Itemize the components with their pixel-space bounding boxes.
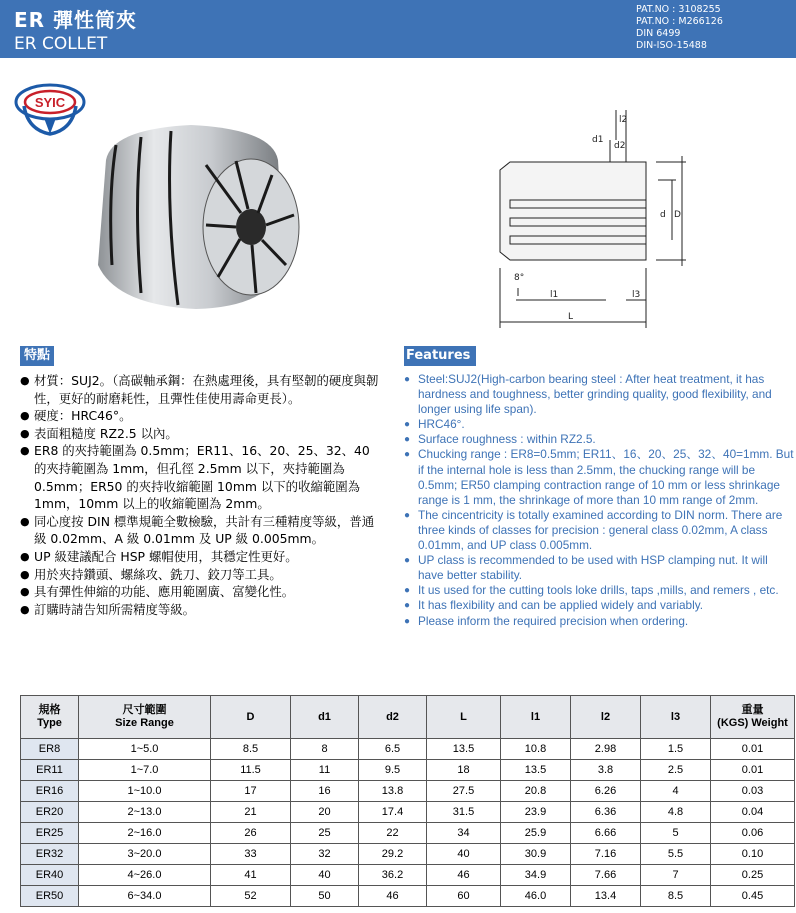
patent-line: PAT.NO : M266126 [636,16,723,27]
header-d2: d2 [359,696,427,739]
header-en: Size Range [115,717,174,729]
list-item: ● UP class is recommended to be used with HSP clamping nut. It will have better stability. [404,553,796,583]
collet-photo [86,115,316,315]
cell: 6.36 [571,802,641,823]
cell: 7.66 [571,865,641,886]
cell: 22 [359,823,427,844]
cell-type: ER50 [21,886,79,907]
cell: 0.45 [711,886,795,907]
list-item: ● 硬度：HRC46°。 [20,407,382,425]
cell: 60 [427,886,501,907]
cell: 32 [291,844,359,865]
cell-type: ER40 [21,865,79,886]
cell: 2.98 [571,739,641,760]
cell: 52 [211,886,291,907]
label-l1: l1 [550,290,559,300]
cell: 1~5.0 [79,739,211,760]
table-row [21,865,795,886]
cell: 1~7.0 [79,760,211,781]
cell: 4 [641,781,711,802]
label-d: d [660,210,666,220]
cell-type: ER32 [21,844,79,865]
cell: 29.2 [359,844,427,865]
cell: 5 [641,823,711,844]
list-item: ● HRC46°. [404,417,796,432]
cell: 2~16.0 [79,823,211,844]
cell: 40 [427,844,501,865]
header-en: Type [37,717,62,729]
cell: 3.8 [571,760,641,781]
header-D: D [211,696,291,739]
header-banner [0,0,796,58]
list-item: ● 表面粗糙度 RZ2.5 以內。 [20,425,382,443]
list-item: ● The cincentricity is totally examined according to DIN norm. There are three kinds of classes for precision : general class 0.02mm, A class 0.01mm, and UP class 0.005mm. [404,508,796,553]
cell: 0.10 [711,844,795,865]
cell: 41 [211,865,291,886]
cell: 0.06 [711,823,795,844]
cell: 3~20.0 [79,844,211,865]
cell: 6.5 [359,739,427,760]
patent-line: DIN 6499 [636,28,681,39]
cell: 34 [427,823,501,844]
table-row [21,781,795,802]
cell: 20 [291,802,359,823]
cell: 13.5 [427,739,501,760]
list-item: ● UP 級建議配合 HSP 螺帽使用，其穩定性更好。 [20,548,382,566]
cell: 33 [211,844,291,865]
patent-list [636,4,723,52]
cell: 11.5 [211,760,291,781]
cell: 9.5 [359,760,427,781]
cell-type: ER16 [21,781,79,802]
list-item: ● Surface roughness : within RZ2.5. [404,432,796,447]
cell: 5.5 [641,844,711,865]
table-row [21,739,795,760]
cell: 18 [427,760,501,781]
cell: 20.8 [501,781,571,802]
table-row [21,760,795,781]
label-l2: l2 [619,115,628,125]
cell-type: ER11 [21,760,79,781]
cell: 17.4 [359,802,427,823]
cell: 7 [641,865,711,886]
cell: 8.5 [641,886,711,907]
header-L: L [427,696,501,739]
cell: 34.9 [501,865,571,886]
label-D: D [674,210,681,220]
logo-text: SYIC [34,95,66,110]
cell: 36.2 [359,865,427,886]
features-en-label: Features [404,346,476,366]
cell: 16 [291,781,359,802]
header-cn: 重量 [741,704,764,716]
cell: 40 [291,865,359,886]
cell: 0.03 [711,781,795,802]
cell: 0.25 [711,865,795,886]
list-item: ● Chucking range : ER8=0.5mm; ER11、16、20、25、32、40=1mm. But if the internal hole is less than 2.5mm, the chucking range will be 0.5mm; ER50 clamping contraction range of 10 mm or less shrinkage range is 1 mm, the shrinkage of more than 10 mm range of 2mm. [404,447,796,507]
cell-type: ER25 [21,823,79,844]
table-row [21,844,795,865]
list-item: ● Please inform the required precision when ordering. [404,614,796,629]
features-cn-list [20,372,382,618]
cell: 8 [291,739,359,760]
cell: 46 [359,886,427,907]
spec-table [20,695,795,907]
cell: 6.66 [571,823,641,844]
cell: 25.9 [501,823,571,844]
table-header-row [21,696,795,739]
cell: 1~10.0 [79,781,211,802]
list-item: ● 具有彈性伸縮的功能、應用範圍廣、富變化性。 [20,583,382,601]
features-en-list [404,372,796,629]
list-item: ● Steel:SUJ2(High-carbon bearing steel : After heat treatment, it has hardness and toughness, better grinding quality, good flexibility, and longer using life span). [404,372,796,417]
list-item: ● 同心度按 DIN 標準規範全數檢驗，共計有三種精度等級，普通級 0.02mm、A 級 0.01mm 及 UP 級 0.005mm。 [20,513,382,548]
cell: 13.5 [501,760,571,781]
header-cn: 尺寸範圍 [122,704,167,716]
list-item: ● 訂購時請告知所需精度等級。 [20,601,382,619]
cell-type: ER20 [21,802,79,823]
label-d2: d2 [614,141,626,151]
label-l3: l3 [632,290,641,300]
cell: 31.5 [427,802,501,823]
patent-line: DIN-ISO-15488 [636,40,707,51]
header-l1: l1 [501,696,571,739]
cell: 27.5 [427,781,501,802]
table-row [21,823,795,844]
header-type [21,696,79,739]
header-weight [711,696,795,739]
cell: 21 [211,802,291,823]
page-title: ER 彈性筒夾 [14,8,138,32]
header-d1: d1 [291,696,359,739]
cell: 23.9 [501,802,571,823]
cell: 1.5 [641,739,711,760]
label-L: L [568,312,574,322]
header-cn: 規格 [38,704,61,716]
cell: 6.26 [571,781,641,802]
cell: 8.5 [211,739,291,760]
cell: 0.01 [711,760,795,781]
cell-type: ER8 [21,739,79,760]
cell: 26 [211,823,291,844]
table-row [21,802,795,823]
cell: 2.5 [641,760,711,781]
list-item: ● 材質：SUJ2。（高碳軸承鋼：在熱處理後，具有堅韌的硬度與韌性，更好的耐磨耗性，且彈性佳使用壽命更長）。 [20,372,382,407]
header-en: (KGS) Weight [717,717,788,729]
cell: 10.8 [501,739,571,760]
cell: 11 [291,760,359,781]
syic-logo [14,72,86,138]
label-d1: d1 [592,135,604,145]
cell: 7.16 [571,844,641,865]
table-row [21,886,795,907]
header-size-range [79,696,211,739]
cell: 46 [427,865,501,886]
cell: 6~34.0 [79,886,211,907]
cell: 0.04 [711,802,795,823]
cell: 25 [291,823,359,844]
header-l2: l2 [571,696,641,739]
features-cn-label: 特點 [20,346,54,366]
label-angle: 8° [514,273,525,283]
header-l3: l3 [641,696,711,739]
cell: 13.8 [359,781,427,802]
cell: 17 [211,781,291,802]
collet-drawing [486,100,696,332]
list-item: ● It has flexibility and can be applied widely and variably. [404,598,796,613]
cell: 50 [291,886,359,907]
cell: 4.8 [641,802,711,823]
list-item: ● It us used for the cutting tools loke drills, taps ,mills, and remers , etc. [404,583,796,598]
page-subtitle: ER COLLET [14,34,108,54]
list-item: ● ER8 的夾持範圍為 0.5mm；ER11、16、20、25、32、40 的夾持範圍為 1mm，但孔徑 2.5mm 以下，夾持範圍為 0.5mm；ER50 的夾持收縮範圍 10mm 以下的收縮範圍為 1mm，10mm 以上的收縮範圍為 2mm。 [20,442,382,512]
cell: 46.0 [501,886,571,907]
patent-line: PAT.NO : 3108255 [636,4,721,15]
cell: 4~26.0 [79,865,211,886]
cell: 2~13.0 [79,802,211,823]
cell: 0.01 [711,739,795,760]
cell: 30.9 [501,844,571,865]
list-item: ● 用於夾持鑽頭、螺絲攻、銑刀、鉸刀等工具。 [20,566,382,584]
cell: 13.4 [571,886,641,907]
